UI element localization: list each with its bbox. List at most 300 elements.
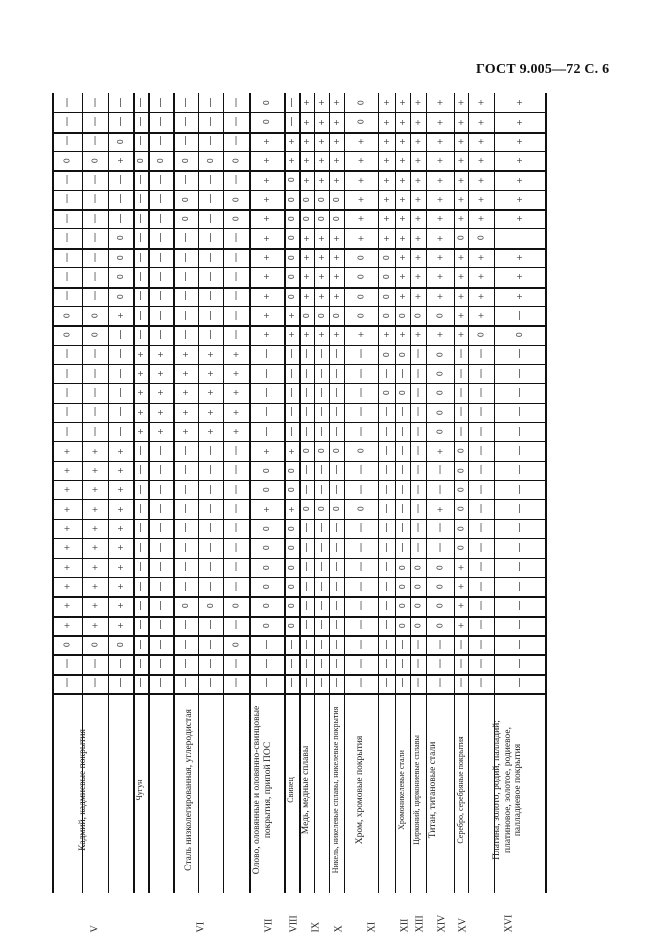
grid-cell: | (319, 523, 324, 534)
grid-cell: | (234, 136, 238, 147)
grid-cell: 0 (398, 622, 407, 628)
grid-cell: | (93, 252, 97, 263)
grid-cell: + (383, 136, 390, 146)
grid-cell: | (517, 562, 522, 573)
grid-cell: + (333, 156, 340, 166)
grid-cell: | (158, 213, 163, 224)
grid-cell: + (318, 253, 325, 262)
grid-cell: | (400, 658, 405, 669)
grid-cell: | (118, 97, 123, 108)
grid-cell: | (334, 678, 339, 689)
group-roman-numeral: XI (366, 921, 377, 933)
grid-cell: | (416, 349, 420, 360)
grid-cell: | (118, 368, 123, 379)
grid-cell: + (117, 311, 124, 321)
grid-cell: | (208, 291, 213, 302)
group-roman-numeral: VI (195, 921, 206, 933)
grid-cell: | (319, 562, 324, 573)
grid-cell: | (517, 407, 522, 418)
grid-cell: + (357, 194, 365, 204)
grid-cell: | (118, 349, 123, 360)
grid-cell: 0 (302, 506, 311, 512)
grid-cell: | (158, 523, 163, 534)
grid-cell: + (457, 194, 465, 204)
grid-cell: | (479, 562, 483, 573)
grid-cell: | (183, 117, 188, 128)
grid-cell: | (416, 523, 420, 534)
grid-cell: + (399, 233, 406, 243)
grid-cell: | (384, 542, 389, 553)
grid-cell: | (118, 194, 123, 205)
grid-cell: | (359, 407, 363, 418)
grid-cell: | (359, 465, 363, 476)
grid-cell: + (477, 291, 485, 301)
grid-cell: | (304, 407, 309, 418)
grid-cell: | (359, 426, 363, 437)
grid-cell: 0 (62, 332, 72, 338)
grid-cell: + (516, 253, 523, 262)
grid-cell: + (232, 369, 240, 379)
material-label: Олово, оловянные и оловянно-свинцовые покрытия, припой ПОС (251, 705, 272, 875)
grid-cell: 0 (435, 564, 445, 570)
grid-cell: + (333, 272, 340, 282)
grid-cell: + (318, 233, 325, 243)
material-label: Платина, золото, родий, палладий; платиновое, золотое, родиевое, палладиевое покрытия (491, 720, 523, 860)
grid-cell: | (359, 600, 363, 611)
grid-cell: | (65, 407, 69, 418)
group-roman-numeral: XV (457, 918, 469, 933)
grid-cell: + (207, 427, 214, 437)
grid-cell: | (416, 484, 420, 495)
grid-cell: | (459, 368, 463, 379)
grid-cell: | (359, 620, 363, 631)
grid-cell: 0 (382, 293, 391, 299)
grid-cell: | (138, 446, 143, 457)
grid-cell: 0 (456, 448, 466, 454)
grid-cell: 0 (332, 196, 341, 202)
grid-cell: | (416, 407, 420, 418)
grid-cell: + (137, 407, 144, 417)
grid-cell: + (399, 194, 406, 204)
grid-cell: | (118, 426, 123, 437)
grid-cell: | (158, 620, 163, 631)
grid-cell: 0 (287, 177, 296, 183)
grid-cell: | (183, 465, 188, 476)
grid-cell: 0 (435, 622, 445, 628)
grid-cell: 0 (398, 564, 407, 570)
grid-cell: | (138, 581, 143, 592)
grid-cell: | (334, 368, 339, 379)
grid-cell: | (334, 407, 339, 418)
grid-cell: + (137, 388, 144, 398)
grid-cell: 0 (356, 313, 366, 319)
grid-cell: | (158, 446, 163, 457)
grid-cell: 0 (231, 216, 241, 222)
grid-cell: 0 (398, 313, 407, 319)
grid-cell: | (158, 678, 163, 689)
grid-cell: + (137, 427, 144, 437)
group-roman-numeral: VII (263, 918, 274, 933)
grid-cell: + (414, 194, 422, 204)
grid-cell: 0 (398, 390, 407, 396)
grid-cell: | (359, 349, 363, 360)
grid-cell: | (208, 271, 213, 282)
grid-cell: 0 (287, 603, 296, 609)
grid-cell: | (183, 233, 188, 244)
grid-cell: + (117, 465, 124, 475)
grid-cell: | (334, 542, 339, 553)
grid-cell: 0 (116, 293, 125, 299)
grid-cell: 0 (287, 545, 296, 551)
grid-cell: 0 (116, 138, 125, 144)
material-label: Хром, хромовые покрытия (354, 735, 365, 845)
grid-cell: | (138, 291, 143, 302)
grid-cell: | (334, 639, 339, 650)
grid-cell: 0 (356, 274, 366, 280)
grid-cell: | (158, 291, 163, 302)
grid-cell: | (234, 117, 238, 128)
grid-cell: | (65, 175, 69, 186)
grid-cell: + (457, 601, 465, 611)
grid-cell: | (65, 252, 69, 263)
grid-cell: + (333, 233, 340, 243)
grid-cell: | (234, 329, 238, 340)
grid-cell: + (457, 291, 465, 301)
grid-cell: 0 (413, 583, 423, 590)
material-label: Серебро, серебряные покрытия (456, 736, 465, 844)
grid-cell: | (334, 484, 339, 495)
grid-cell: | (304, 426, 309, 437)
grid-cell: + (414, 253, 422, 262)
grid-cell: | (208, 175, 213, 186)
grid-cell: | (359, 387, 363, 398)
grid-cell: | (517, 620, 522, 631)
grid-cell: | (158, 117, 163, 128)
grid-cell: | (517, 542, 522, 553)
grid-cell: + (414, 291, 422, 301)
grid-cell: 0 (302, 313, 311, 319)
grid-cell: 0 (456, 467, 466, 473)
grid-cell: + (263, 156, 270, 166)
grid-cell: | (138, 600, 143, 611)
grid-cell: 0 (62, 642, 72, 648)
grid-cell: + (63, 543, 71, 553)
grid-cell: | (289, 639, 294, 650)
grid-cell: | (400, 542, 405, 553)
grid-cell: + (477, 98, 485, 108)
grid-cell: | (158, 639, 163, 650)
material-header-area (52, 693, 545, 933)
grid-cell: + (436, 136, 444, 146)
grid-cell: 0 (136, 158, 145, 164)
grid-cell: | (319, 368, 324, 379)
grid-cell: + (383, 194, 390, 204)
grid-cell: + (63, 446, 71, 456)
grid-cell: | (234, 252, 238, 263)
grid-cell: | (359, 581, 363, 592)
grid-cell: | (183, 562, 188, 573)
grid-cell: | (264, 368, 269, 379)
grid-cell: + (414, 233, 422, 243)
grid-cell: | (234, 620, 238, 631)
grid-cell: | (459, 349, 463, 360)
grid-cell: | (400, 407, 405, 418)
grid-cell: | (334, 465, 339, 476)
grid-cell: 0 (287, 274, 296, 280)
compatibility-grid (52, 93, 545, 693)
grid-cell: 0 (435, 429, 445, 435)
grid-cell: | (208, 465, 213, 476)
grid-cell: + (207, 388, 214, 398)
grid-cell: 0 (90, 313, 100, 319)
grid-cell: | (158, 194, 163, 205)
grid-cell: + (137, 349, 144, 359)
grid-cell: | (118, 407, 123, 418)
grid-cell: 0 (181, 196, 190, 202)
grid-cell: | (289, 368, 294, 379)
grid-cell: + (457, 620, 465, 630)
grid-cell: | (304, 562, 309, 573)
grid-cell: | (208, 504, 213, 515)
grid-cell: | (334, 426, 339, 437)
grid-cell: + (63, 523, 71, 533)
grid-cell: + (157, 407, 164, 417)
grid-cell: | (93, 194, 97, 205)
grid-cell: | (517, 600, 522, 611)
grid-cell: | (304, 600, 309, 611)
grid-cell: + (383, 117, 390, 127)
grid-cell: + (357, 136, 365, 146)
grid-cell: | (118, 213, 123, 224)
grid-cell: + (399, 136, 406, 146)
grid-cell: | (138, 523, 143, 534)
grid-cell: + (91, 446, 99, 456)
grid-cell: | (234, 504, 238, 515)
grid-cell: + (457, 175, 465, 185)
grid-cell: + (457, 253, 465, 262)
grid-cell: | (234, 446, 238, 457)
grid-cell: 0 (262, 583, 271, 590)
grid-cell: + (436, 117, 444, 127)
grid-cell: 0 (262, 545, 271, 551)
grid-cell: 0 (262, 622, 271, 628)
grid-cell: + (63, 601, 71, 611)
grid-cell: | (319, 465, 324, 476)
grid-cell: | (183, 658, 188, 669)
grid-cell: | (384, 465, 389, 476)
grid-cell: + (263, 291, 270, 301)
grid-cell: 0 (435, 583, 445, 590)
grid-cell: | (183, 97, 188, 108)
grid-cell: | (459, 387, 463, 398)
grid-cell: | (93, 387, 97, 398)
grid-cell: | (93, 213, 97, 224)
grid-cell: 0 (287, 254, 296, 261)
grid-cell: + (333, 136, 340, 146)
grid-cell: 0 (287, 293, 296, 299)
grid-cell: + (436, 214, 444, 224)
grid-cell: | (93, 678, 97, 689)
grid-cell: | (319, 581, 324, 592)
grid-cell: + (383, 330, 390, 340)
grid-cell: + (333, 253, 340, 262)
grid-cell: | (158, 271, 163, 282)
grid-cell: + (399, 291, 406, 301)
grid-cell: + (263, 253, 270, 262)
grid-cell: + (182, 349, 189, 359)
grid-cell: | (359, 368, 363, 379)
grid-cell: | (208, 97, 213, 108)
grid-cell: + (357, 175, 365, 185)
grid-cell: | (208, 484, 213, 495)
grid-cell: 0 (382, 313, 391, 319)
grid-cell: | (208, 194, 213, 205)
grid-cell: + (182, 369, 189, 379)
grid-cell: 0 (413, 603, 423, 609)
grid-cell: | (416, 368, 420, 379)
grid-cell: + (207, 407, 214, 417)
grid-cell: | (416, 658, 420, 669)
grid-cell: | (158, 581, 163, 592)
grid-cell: | (93, 407, 97, 418)
grid-cell: | (400, 446, 405, 457)
grid-cell: | (384, 368, 389, 379)
grid-cell: | (208, 117, 213, 128)
grid-cell: + (477, 175, 485, 185)
grid-cell: | (459, 639, 463, 650)
grid-cell: | (289, 97, 294, 108)
grid-cell: + (263, 214, 270, 224)
grid-cell: + (157, 349, 164, 359)
grid-cell: | (158, 658, 163, 669)
grid-cell: | (183, 310, 188, 321)
grid-cell: | (65, 368, 69, 379)
grid-cell: | (479, 600, 483, 611)
material-label: Чугун (135, 779, 144, 801)
grid-cell: + (383, 214, 390, 224)
grid-cell: | (65, 97, 69, 108)
grid-cell: 0 (332, 506, 341, 512)
grid-cell: | (138, 639, 143, 650)
grid-cell: | (384, 639, 389, 650)
grid-cell: + (303, 272, 310, 282)
grid-cell: | (65, 136, 69, 147)
grid-cell: | (384, 620, 389, 631)
grid-cell: | (416, 639, 420, 650)
grid-cell: | (234, 523, 238, 534)
grid-cell: + (303, 98, 310, 108)
grid-cell: 0 (206, 158, 215, 164)
grid-cell: | (334, 620, 339, 631)
material-label: Хромоникелевые стали (397, 750, 406, 830)
grid-cell: | (158, 175, 163, 186)
grid-cell: | (400, 484, 405, 495)
grid-cell: | (65, 658, 69, 669)
grid-cell: 0 (90, 332, 100, 338)
grid-column-line (545, 93, 547, 893)
grid-cell: | (384, 504, 389, 515)
grid-cell: + (117, 543, 124, 553)
grid-cell: 0 (356, 119, 366, 125)
grid-cell: | (208, 213, 213, 224)
grid-cell: + (117, 523, 124, 533)
grid-cell: 0 (302, 196, 311, 202)
grid-cell: 0 (398, 603, 407, 609)
grid-cell: | (93, 658, 97, 669)
grid-cell: + (117, 582, 124, 592)
grid-cell: 0 (262, 467, 271, 473)
grid-cell: 0 (332, 313, 341, 319)
grid-cell: | (183, 329, 188, 340)
grid-cell: | (459, 678, 463, 689)
grid-cell: | (183, 291, 188, 302)
grid-cell: + (516, 214, 523, 224)
grid-cell: + (91, 523, 99, 533)
grid-cell: | (208, 620, 213, 631)
grid-cell: | (304, 484, 309, 495)
grid-cell: 0 (456, 487, 466, 493)
grid-cell: | (334, 349, 339, 360)
grid-cell: 0 (62, 158, 72, 164)
grid-cell: + (91, 582, 99, 592)
grid-cell: + (457, 330, 465, 340)
grid-cell: + (383, 233, 390, 243)
grid-cell: | (517, 465, 522, 476)
grid-cell: | (479, 349, 483, 360)
grid-cell: + (516, 194, 523, 204)
grid-cell: 0 (181, 603, 190, 609)
grid-cell: 0 (456, 525, 466, 532)
grid-cell: 0 (435, 313, 445, 319)
grid-cell: | (138, 484, 143, 495)
grid-cell: | (65, 194, 69, 205)
grid-cell: 0 (332, 216, 341, 222)
grid-cell: + (477, 214, 485, 224)
grid-cell: | (319, 658, 324, 669)
grid-cell: | (118, 117, 123, 128)
grid-cell: | (416, 678, 420, 689)
grid-cell: | (384, 562, 389, 573)
grid-cell: | (359, 562, 363, 573)
grid-cell: | (208, 523, 213, 534)
page-header: ГОСТ 9.005—72 С. 6 (476, 62, 610, 77)
grid-cell: + (357, 330, 365, 340)
group-roman-numeral: XIV (436, 914, 448, 933)
grid-cell: | (319, 387, 324, 398)
grid-cell: + (288, 446, 295, 456)
grid-cell: + (457, 117, 465, 127)
grid-cell: + (318, 291, 325, 301)
grid-cell: 0 (435, 409, 445, 415)
grid-cell: + (399, 253, 406, 262)
grid-cell: | (400, 465, 405, 476)
grid-cell: | (319, 426, 324, 437)
grid-cell: + (399, 214, 406, 224)
grid-cell: 0 (231, 196, 241, 202)
grid-cell: 0 (262, 487, 271, 493)
grid-cell: + (383, 175, 390, 185)
grid-cell: | (289, 678, 294, 689)
grid-cell: + (303, 136, 310, 146)
grid-cell: | (234, 542, 238, 553)
material-label: Сталь низколегированная, углеродистая (183, 709, 194, 871)
grid-cell: | (359, 639, 363, 650)
grid-cell: | (319, 484, 324, 495)
grid-cell: 0 (156, 158, 165, 164)
grid-cell: | (183, 271, 188, 282)
grid-cell: + (63, 504, 71, 514)
grid-cell: | (183, 136, 188, 147)
